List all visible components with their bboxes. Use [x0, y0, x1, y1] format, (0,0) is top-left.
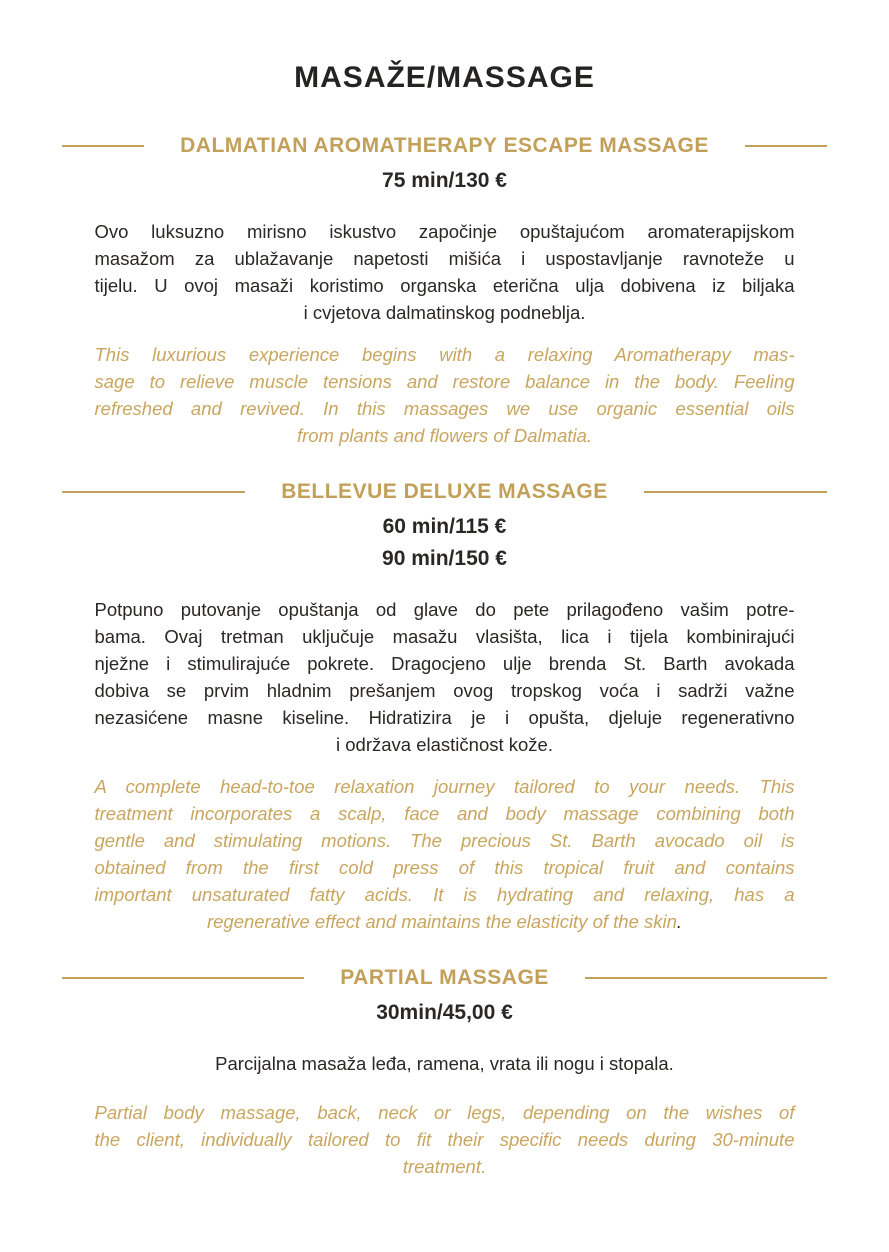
english-paragraph: [95, 1099, 795, 1180]
section-heading-row: [62, 966, 827, 990]
price-list: [62, 1000, 827, 1026]
text-line: important unsaturated fatty acids. It is hydrating and relaxing, has a: [94, 884, 795, 905]
section-heading-row: [62, 480, 827, 504]
english-last-line: [95, 908, 795, 935]
heading-rule-right: [644, 491, 827, 493]
text-line: the client, individually tailored to fit their specific needs during 30-minute: [94, 1129, 795, 1150]
text-line: sage to relieve muscle tensions and restore balance in the body. Feeling: [94, 371, 795, 392]
text-line: A complete head-to-toe relaxation journey tailored to your needs. This: [94, 776, 795, 797]
heading-rule-right: [745, 145, 827, 147]
text-line: tijelu. U ovoj masaži koristimo organska eterična ulja dobivena iz biljaka: [94, 275, 795, 296]
english-last-line-text: regenerative effect and maintains the elasticity of the skin: [206, 911, 677, 932]
croatian-paragraph: [95, 218, 795, 326]
section-heading: DALMATIAN AROMATHERAPY ESCAPE MASSAGE: [180, 134, 709, 157]
section-heading-row: [62, 134, 827, 158]
croatian-last-line: Parcijalna masaža leđa, ramena, vrata ili nogu i stopala.: [215, 1053, 674, 1074]
english-lines: [95, 773, 795, 908]
text-line: bama. Ovaj tretman uključuje masažu vlasišta, lica i tijela kombinirajući: [94, 626, 795, 647]
text-line: dobiva se prvim hladnim prešanjem ovog tropskog voća i sadrži važne: [94, 680, 795, 701]
price-line: 60 min/115 €: [382, 515, 507, 538]
heading-rule-left: [62, 977, 304, 979]
price-list: [62, 514, 827, 572]
english-lines: [95, 341, 795, 422]
text-line: Ovo luksuzno mirisno iskustvo započinje opuštajućom aromaterapijskom: [94, 221, 795, 242]
text-line: refreshed and revived. In this massages we use organic essential oils: [94, 398, 795, 419]
price-line: 75 min/130 €: [382, 169, 507, 192]
croatian-last-line: i održava elastičnost kože.: [336, 734, 553, 755]
text-line: Potpuno putovanje opuštanja od glave do pete prilagođeno vašim potre-: [94, 599, 795, 620]
section-heading: BELLEVUE DELUXE MASSAGE: [281, 480, 608, 503]
text-line: masažom za ublažavanje napetosti mišića i uspostavljanje ravnoteže u: [94, 248, 795, 269]
heading-rule-left: [62, 145, 144, 147]
text-line: This luxurious experience begins with a relaxing Aromatherapy mas-: [94, 344, 795, 365]
price-line: 90 min/150 €: [382, 547, 507, 570]
text-line: nezasićene masne kiseline. Hidratizira je i opušta, djeluje regenerativno: [94, 707, 795, 728]
english-last-line: from plants and flowers of Dalmatia.: [296, 425, 593, 446]
croatian-paragraph: [95, 596, 795, 758]
heading-rule-right: [585, 977, 827, 979]
english-last-line: treatment.: [402, 1156, 487, 1177]
croatian-lines: [95, 596, 795, 731]
english-paragraph: [95, 773, 795, 935]
croatian-lines: [95, 218, 795, 299]
croatian-last-line: i cvjetova dalmatinskog podneblja.: [303, 302, 586, 323]
text-line: treatment incorporates a scalp, face and body massage combining both: [94, 803, 795, 824]
croatian-paragraph: [95, 1050, 795, 1077]
section-dalmatian-aromatherapy: [62, 134, 827, 449]
heading-rule-left: [62, 491, 245, 493]
dark-final-period: .: [676, 911, 683, 932]
price-line: 30min/45,00 €: [376, 1001, 513, 1024]
text-line: Partial body massage, back, neck or legs, depending on the wishes of: [94, 1102, 795, 1123]
text-line: gentle and stimulating motions. The precious St. Barth avocado oil is: [94, 830, 795, 851]
section-partial-massage: [62, 966, 827, 1180]
english-lines: [95, 1099, 795, 1153]
text-line: nježne i stimulirajuće pokrete. Dragocjeno ulje brenda St. Barth avokada: [94, 653, 795, 674]
section-bellevue-deluxe: [62, 480, 827, 935]
price-list: [62, 168, 827, 194]
english-paragraph: [95, 341, 795, 449]
section-heading: PARTIAL MASSAGE: [340, 966, 549, 989]
page-title: MASAŽE/MASSAGE: [294, 61, 595, 94]
text-line: obtained from the first cold press of this tropical fruit and contains: [94, 857, 795, 878]
